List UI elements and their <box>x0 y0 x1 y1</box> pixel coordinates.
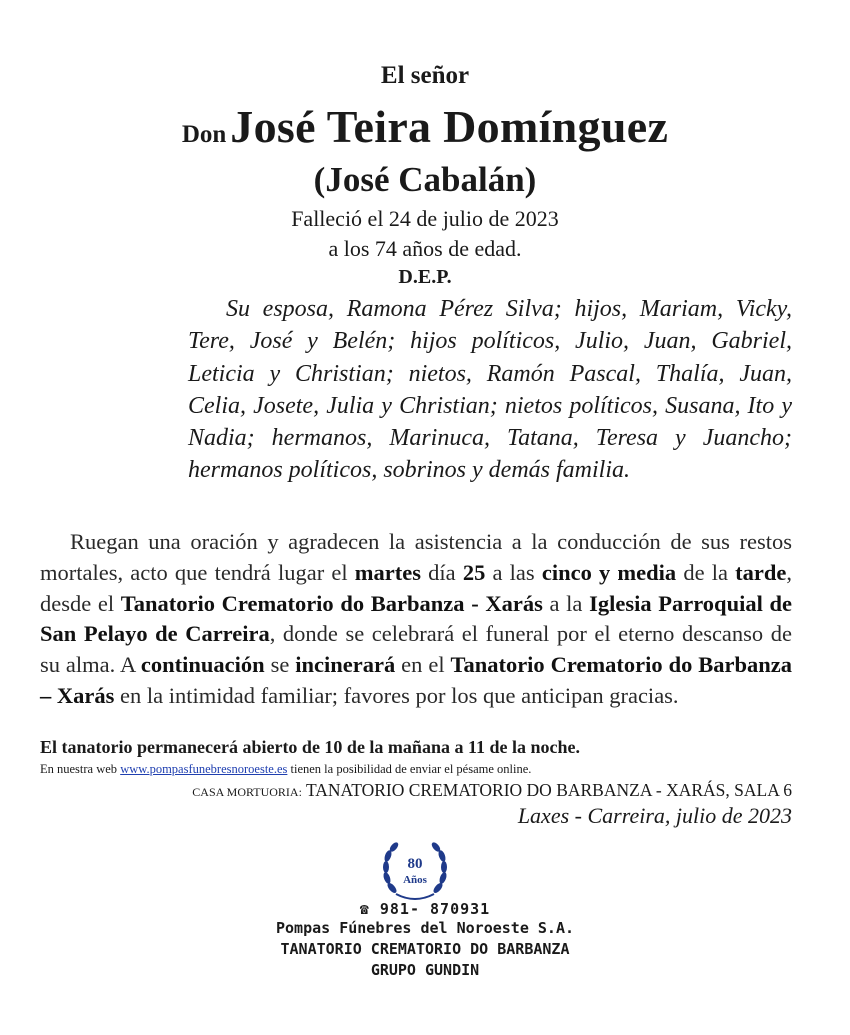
age-line: a los 74 años de edad. <box>328 236 522 261</box>
website-link[interactable]: www.pompasfunebresnoroeste.es <box>120 762 288 776</box>
company-facility: TANATORIO CREMATORIO DO BARBANZA <box>280 940 570 958</box>
request-text: , desde el <box>40 559 792 616</box>
request-highlight: incinerará <box>295 652 396 678</box>
company-group: GRUPO GUNDIN <box>370 961 480 979</box>
request-highlight: Iglesia Parroquial de San Pelayo de Carreira <box>40 590 792 647</box>
company-name: Pompas Fúnebres del Noroeste S.A. <box>275 919 574 937</box>
phone-line <box>0 900 850 918</box>
request-paragraph <box>40 527 792 712</box>
deceased-alias: (José Cabalán) <box>313 160 537 199</box>
opening-hours: El tanatorio permanecerá abierto de 10 de la mañana a 11 de la noche. <box>40 737 580 757</box>
request-text: , donde se celebrará el funeral por el eterno descanso de su alma. A <box>40 621 792 678</box>
funeral-home-line <box>40 780 792 801</box>
request-highlight: tarde <box>735 559 787 585</box>
honorific: Don <box>181 121 227 148</box>
web-prefix: En nuestra web <box>40 762 121 776</box>
logo-word: Años <box>403 874 427 886</box>
request-text: Ruegan una oración y agradecen la asistencia a la conducción de sus restos mortales, acto que tendrá lugar el <box>40 529 792 585</box>
request-highlight: 25 <box>462 559 486 585</box>
request-text: día <box>421 559 463 585</box>
request-highlight: martes <box>354 559 421 585</box>
place-date: Laxes - Carreira, julio de 2023 <box>517 803 792 828</box>
request-highlight: Tanatorio Crematorio do Barbanza - Xarás <box>120 590 543 616</box>
anniversary-laurel-logo <box>380 838 450 904</box>
death-date: Falleció el 24 de julio de 2023 <box>291 206 559 231</box>
family-paragraph: Su esposa, Ramona Pérez Silva; hijos, Mariam, Vicky, Tere, José y Belén; hijos políticos, Julio, Juan, Gabriel, Leticia y Christian; nietos, Ramón Pascal, Thalía, Juan, Celia, Josete, Julia y Christian; nietos políticos, Susana, Ito y Nadia; hermanos, Marinuca, Tatana, Teresa y Juancho; hermanos políticos, sobrinos y demás familia. <box>188 296 792 484</box>
request-text: se <box>264 652 296 678</box>
request-highlight: continuación <box>140 652 265 678</box>
telephone-icon: ☎ <box>359 900 370 918</box>
request-text: a la <box>542 590 590 616</box>
phone-number: 981- 870931 <box>379 900 491 918</box>
request-text: a las <box>485 559 542 585</box>
logo-number: 80 <box>407 856 423 872</box>
request-text: en la intimidad familiar; favores por los que anticipan gracias. <box>114 682 679 708</box>
web-suffix: tienen la posibilidad de enviar el pésame online. <box>287 762 532 776</box>
funeral-home-label: CASA MORTUORIA: <box>192 785 302 799</box>
rip-abbreviation: D.E.P. <box>398 266 452 288</box>
funeral-home-value: TANATORIO CREMATORIO DO BARBANZA - XARÁS, SALA 6 <box>305 780 792 800</box>
request-highlight: cinco y media <box>541 559 677 585</box>
web-notice <box>40 762 800 777</box>
request-highlight: Tanatorio Crematorio do Barbanza – Xarás <box>40 652 793 708</box>
deceased-name: José Teira Domínguez <box>230 101 669 152</box>
deceased-name-row <box>0 100 850 153</box>
request-text: en el <box>395 652 451 678</box>
intro-text: El señor <box>380 62 470 89</box>
request-text: de la <box>676 559 736 585</box>
